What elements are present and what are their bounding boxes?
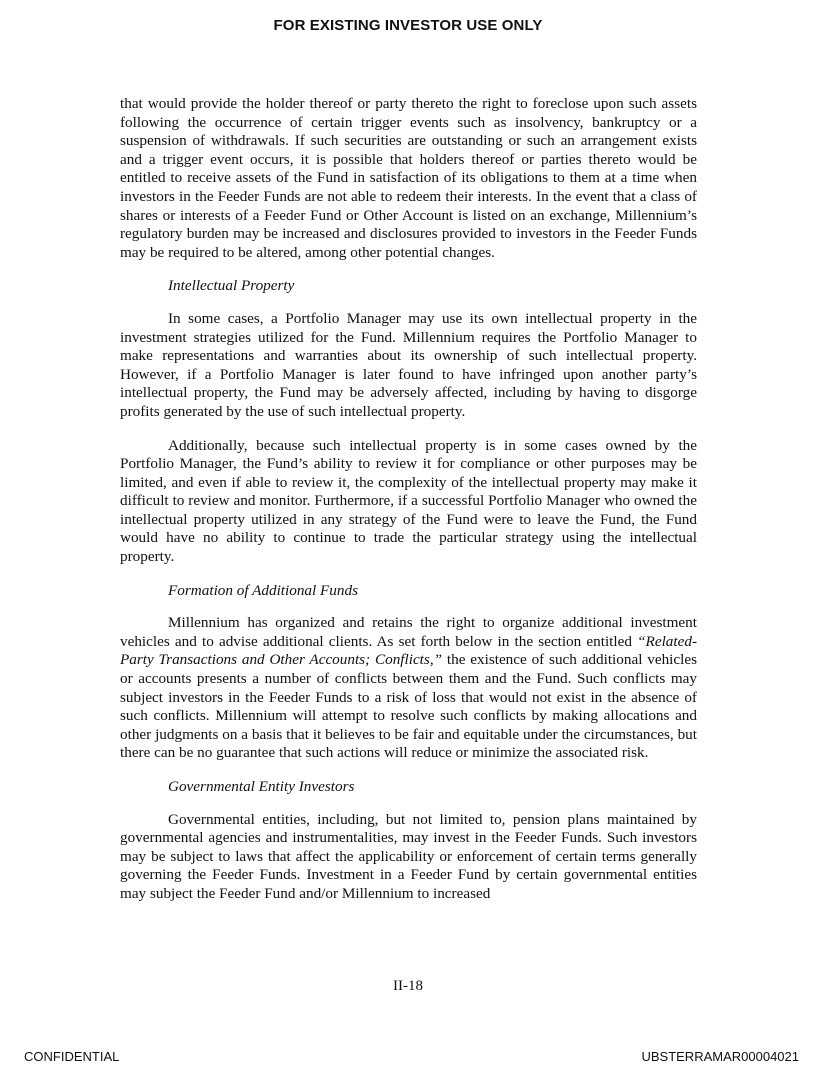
header-banner: FOR EXISTING INVESTOR USE ONLY bbox=[273, 17, 543, 34]
section-heading-governmental-investors: Governmental Entity Investors bbox=[168, 778, 355, 795]
document-body bbox=[120, 95, 697, 919]
paragraph-intellectual-property-2: Additionally, because such intellectual property is in some cases owned by the Portfolio Manager, the Fund’s ability to review it for compliance or other purposes may be limited, and even if able to review it, the complexity of the intellectual property may make it difficult to review and monitor. Furthermore, if a successful Portfolio Manager who owned the intellectual property utilized in any strategy of the Fund were to leave the Fund, the Fund would have no ability to continue to trade the particular strategy using the intellectual property. bbox=[120, 436, 697, 566]
paragraph-governmental-investors: Governmental entities, including, but not limited to, pension plans maintained by governmental agencies and instrumentalities, may invest in the Feeder Funds. Such investors may be subject to laws that affect the applicability or enforcement of certain terms generally governing the Feeder Funds. Investment in a Feeder Fund by certain governmental entities may subject the Feeder Fund and/or Millennium to increased bbox=[120, 810, 697, 902]
paragraph-intellectual-property-1: In some cases, a Portfolio Manager may use its own intellectual property in the investment strategies utilized for the Fund. Millennium requires the Portfolio Manager to make representations and warranties about its ownership of such intellectual property. However, if a Portfolio Manager is later found to have infringed upon another party’s intellectual property, the Fund may be adversely affected, including by having to disgorge profits generated by the use of such intellectual property. bbox=[120, 309, 697, 420]
paragraph-additional-funds-part-a: Millennium has organized and retains the right to organize additional investment vehicles and to advise additional clients. As set forth below in the section entitled bbox=[120, 614, 697, 650]
section-heading-additional-funds: Formation of Additional Funds bbox=[168, 581, 358, 599]
paragraph-additional-funds bbox=[120, 614, 697, 763]
paragraph-additional-funds-part-b: the existence of such additional vehicles or accounts presents a number of conflicts between them and the Fund. Such conflicts may subject investors in the Feeder Funds to a risk of loss that would not exist in the absence of such conflicts. Millennium will attempt to resolve such conflicts by making allocations and other judgments on a basis that it believes to be fair and equitable under the circumstances, but there can be no guarantee that such actions will reduce or minimize the associated risk. bbox=[120, 651, 698, 762]
confidential-label: CONFIDENTIAL bbox=[24, 1049, 120, 1064]
bates-number: UBSTERRAMAR00004021 bbox=[641, 1049, 799, 1064]
section-reference-conflicts: “Related-Party Transactions and Other Accounts; Conflicts,” bbox=[120, 632, 697, 669]
section-heading-intellectual-property: Intellectual Property bbox=[168, 277, 295, 295]
page-number: II-18 bbox=[393, 978, 423, 994]
paragraph-continued: that would provide the holder thereof or party thereto the right to foreclose upon such assets following the occurrence of certain trigger events such as insolvency, bankruptcy or a suspension of withdrawals. If such securities are outstanding or such an arrangement exists and a trigger event occurs, it is possible that holders thereof or parties thereto would be entitled to receive assets of the Fund in satisfaction of its obligations to them at a time when investors in the Feeder Funds are not able to redeem their interests. In the event that a class of shares or interests of a Feeder Fund or Other Account is listed on an exchange, Millennium’s regulatory burden may be increased and disclosures provided to investors in the Feeder Funds may be required to be altered, among other potential changes. bbox=[120, 95, 697, 261]
